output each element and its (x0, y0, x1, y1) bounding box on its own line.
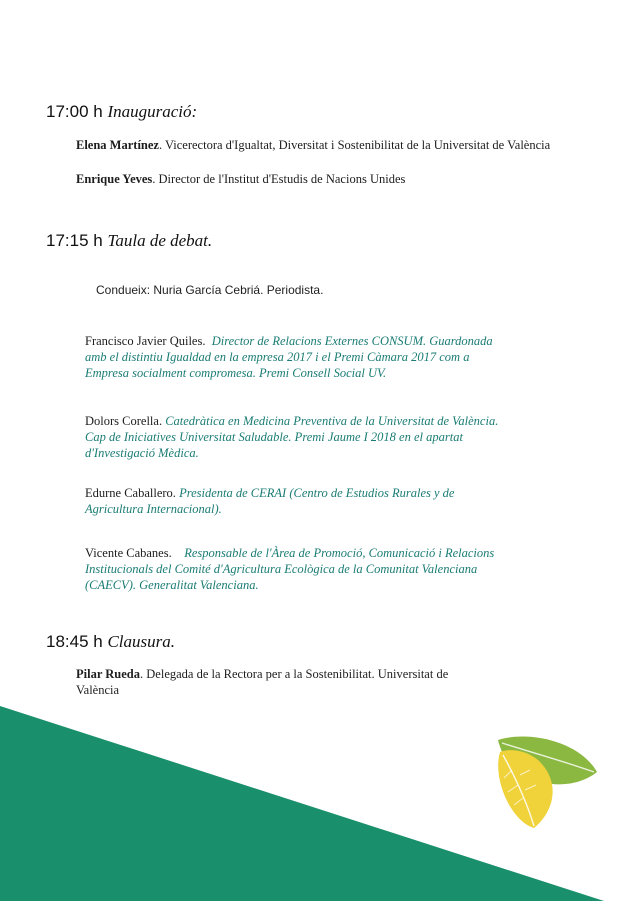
panelist-desc: Presidenta de CERAI (Centro de Estudios Rurales y de Agricultura Internacional). (85, 486, 455, 517)
inauguration-title: Inauguració: (107, 102, 198, 121)
panelist-desc: Responsable de l'Àrea de Promoció, Comunicació i Relacions Institucionals del Comité d'Agricultura Ecològica de la Comunitat Valenciana (CAECV). Generalitat Valenciana. (85, 546, 495, 593)
speaker-name: Pilar Rueda (76, 667, 141, 681)
speaker-name: Elena Martínez (76, 138, 159, 152)
speaker-role: . Vicerectora d'Igualtat, Diversitat i Sostenibilitat de la Universitat de València (158, 138, 551, 152)
panelist-name: Edurne Caballero. (85, 486, 176, 500)
debate-time: 17:15 h (46, 231, 103, 250)
speaker-line (76, 172, 405, 187)
panelist (85, 545, 505, 594)
inauguration-time: 17:00 h (46, 102, 103, 121)
closing-time: 18:45 h (46, 632, 103, 651)
speaker-role: . Director de l'Institut d'Estudis de Nacions Unides (152, 172, 406, 186)
speaker-line (76, 138, 550, 153)
panelist-name: Vicente Cabanes. (85, 546, 172, 560)
speaker-role: . Delegada de la Rectora per a la Sostenibilitat. Universitat de València (76, 667, 449, 697)
leaf-icon (490, 730, 605, 835)
debate-heading (46, 231, 212, 251)
panelist-desc: Director de Relacions Externes CONSUM. Guardonada amb el distintiu Igualdad en la empresa 2017 i el Premi Càmara 2017 com a Empresa socialment compromesa. Premi Consell Social UV. (85, 334, 493, 381)
closing-title: Clausura. (107, 632, 176, 651)
speaker-name: Enrique Yeves (76, 172, 153, 186)
panelist (85, 413, 505, 462)
panelist (85, 333, 505, 382)
closing-heading (46, 632, 175, 652)
panelist (85, 485, 505, 517)
debate-title: Taula de debat. (107, 231, 213, 250)
panelist-desc: Catedràtica en Medicina Preventiva de la Universitat de València. Cap de Iniciatives Universitat Saludable. Premi Jaume I 2018 en el apartat d'Investigació Mèdica. (85, 414, 499, 461)
inauguration-heading (46, 102, 197, 122)
panelist-name: Francisco Javier Quiles. (85, 334, 206, 348)
moderator-line: Condueix: Nuria García Cebriá. Periodista. (96, 283, 324, 297)
panelist-name: Dolors Corella. (85, 414, 163, 428)
speaker-line (76, 666, 476, 698)
